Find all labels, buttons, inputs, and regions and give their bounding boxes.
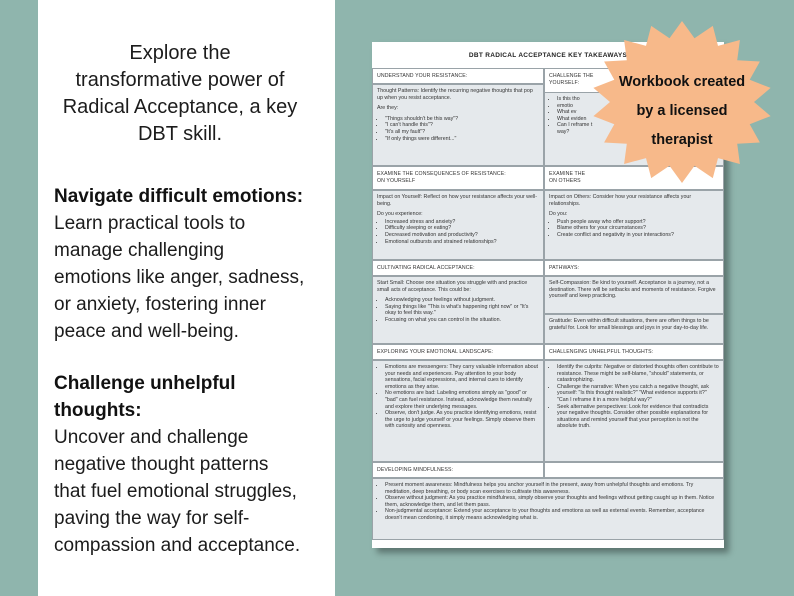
list-item: • Increased stress and anxiety? <box>385 219 539 226</box>
list-item: • "If only things were different..." <box>385 136 539 143</box>
list-item: • Observe without judgment: As you practice mindfulness, simply observe your thoughts and feelings without getting caught up in them. Notice them, acknowledge them, and let them pass. <box>385 495 719 508</box>
list-item: • Seek alternative perspectives: Look for evidence that contradicts your negative thoughts. Consider other possible explanations for situations and remind yourself that your perception is not the absolute truth. <box>557 404 719 430</box>
list-item: • Push people away who offer support? <box>557 219 719 226</box>
section-body-thoughts: Uncover and challenge negative thought patterns that fuel emotional struggles, paving the way for self- compassion and acceptance. <box>54 427 301 556</box>
section-heading-emotions: Navigate difficult emotions: <box>54 186 304 207</box>
list-item: • No emotions are bad: Labeling emotions simply as "good" or "bad" can fuel resistance. Instead, acknowledge them neutrally and explore their underlying messages. <box>385 390 539 410</box>
list-item: • Decreased motivation and productivity? <box>385 232 539 239</box>
exploring-heading: EXPLORING YOUR EMOTIONAL LANDSCAPE: <box>372 344 544 360</box>
list-item: • Difficulty sleeping or eating? <box>385 225 539 232</box>
mindfulness-heading: DEVELOPING MINDFULNESS: <box>372 462 544 478</box>
pathways-self-compassion: Self-Compassion: Be kind to yourself. Acceptance is a journey, not a destination. There will be setbacks and moments of resistance. Forgive yourself and keep practicing. <box>544 276 724 314</box>
section-body-emotions: Learn practical tools to manage challenging emotions like anger, sadness, or anxiety, fostering inner peace and well-being. <box>54 213 305 342</box>
list-item: • Acknowledging your feelings without judgment. <box>385 297 539 304</box>
section-heading-thoughts: Challenge unhelpful thoughts: <box>54 373 236 421</box>
examine-self-body: Impact on Yourself: Reflect on how your resistance affects your well-being. Do you experience: • Increased stress and anxiety? • Difficulty sleeping or eating? • Decreased motivation and productivity? • Emotional outbursts and strained relationships? <box>372 190 544 260</box>
cultivating-body: Start Small: Choose one situation you struggle with and practice small acts of acceptance. This could be: • Acknowledging your feelings without judgment. • Saying things like "This is what's happening right now" or "It's okay to feel this way." • Focusing on what you can control in the situation. <box>372 276 544 344</box>
list-item: • Create conflict and negativity in your interactions? <box>557 232 719 239</box>
list-item: • "It's all my fault"? <box>385 129 539 136</box>
understand-resistance-heading: UNDERSTAND YOUR RESISTANCE: <box>372 68 544 84</box>
list-item: • Blame others for your circumstances? <box>557 225 719 232</box>
list-item: • Present moment awareness: Mindfulness helps you anchor yourself in the present, away from unhelpful thoughts and emotions. Try meditation, deep breathing, or body scan exercises to cultivate this awareness. <box>385 482 719 495</box>
list-item: • Emotional outbursts and strained relationships? <box>385 239 539 246</box>
list-item: • Saying things like "This is what's happening right now" or "It's okay to feel this way." <box>385 304 539 317</box>
list-item: • Challenge the narrative: When you catch a negative thought, ask yourself: "Is this thought realistic?" "What evidence supports it?" "Can I reframe it in a more helpful way?" <box>557 384 719 404</box>
examine-self-heading: EXAMINE THE CONSEQUENCES OF RESISTANCE: ON YOURSELF <box>372 166 544 190</box>
mindfulness-body <box>372 478 724 540</box>
pathways-gratitude: Gratitude: Even within difficult situations, there are often things to be grateful for. Look for small blessings and joys in your day-to-day life. <box>544 314 724 344</box>
list-item: • Focusing on what you can control in the situation. <box>385 317 539 324</box>
list-item: • Is this tho <box>557 96 719 103</box>
unhelpful-thoughts-heading: CHALLENGING UNHELPFUL THOUGHTS: <box>544 344 724 360</box>
unhelpful-thoughts-body <box>544 360 724 462</box>
challenge-yourself-heading: CHALLENGE THE YOURSELF: <box>544 68 724 116</box>
list-item: • "I can't handle this"? <box>385 122 539 129</box>
list-item: • What eviden <box>557 116 719 123</box>
worksheet-title: DBT RADICAL ACCEPTANCE KEY TAKEAWAYS <box>468 52 628 59</box>
challenge-yourself-body: • Is this tho • emotio • What ev • What eviden • Can I reframe t way? <box>544 92 724 166</box>
intro-text: Explore the transformative power of Radical Acceptance, a key DBT skill. <box>62 42 298 145</box>
badge-text: Workbook created by a licensed therapist <box>618 74 746 148</box>
empty-heading-cell <box>544 462 724 478</box>
list-item: • Non-judgmental acceptance: Extend your acceptance to your thoughts and emotions as well as external events. Remember, acceptance doesn't mean condoning, it simply means acknowledging what is. <box>385 508 719 521</box>
cultivating-heading: CULTIVATING RADICAL ACCEPTANCE: <box>372 260 544 276</box>
understand-resistance-body: Thought Patterns: Identify the recurring negative thoughts that pop up when you resist acceptance. Are they: • "Things shouldn't be this way"? • "I can't handle this"? • "It's all my fault"? • "If only things were different..." <box>372 84 544 166</box>
list-item: • emotio <box>557 103 719 110</box>
list-item: • Can I reframe t <box>557 122 719 129</box>
list-item: • Identify the culprits: Negative or distorted thoughts often contribute to resistance. These might be self-blame, "should" statements, or catastrophizing. <box>557 364 719 384</box>
examine-others-body: Impact on Others: Consider how your resistance affects your relationships. Do you: • Push people away who offer support? • Blame others for your circumstances? • Create conflict and negativity in your interactions? <box>544 190 724 260</box>
exploring-body <box>372 360 544 462</box>
list-item: • Observe, don't judge. As you practice identifying emotions, resist the urge to judge yourself or your feelings. Simply observe them with curiosity and openness. <box>385 410 539 430</box>
list-item: • "Things shouldn't be this way"? <box>385 116 539 123</box>
examine-others-heading: EXAMINE THE ON OTHERS <box>544 166 724 190</box>
list-item: • Emotions are messengers: They carry valuable information about your needs and experiences. Pay attention to your body sensations, facial expressions, and internal cues to identify emotions as they arise. <box>385 364 539 390</box>
pathways-heading: PATHWAYS: <box>544 260 724 276</box>
list-item: • What ev <box>557 109 719 116</box>
